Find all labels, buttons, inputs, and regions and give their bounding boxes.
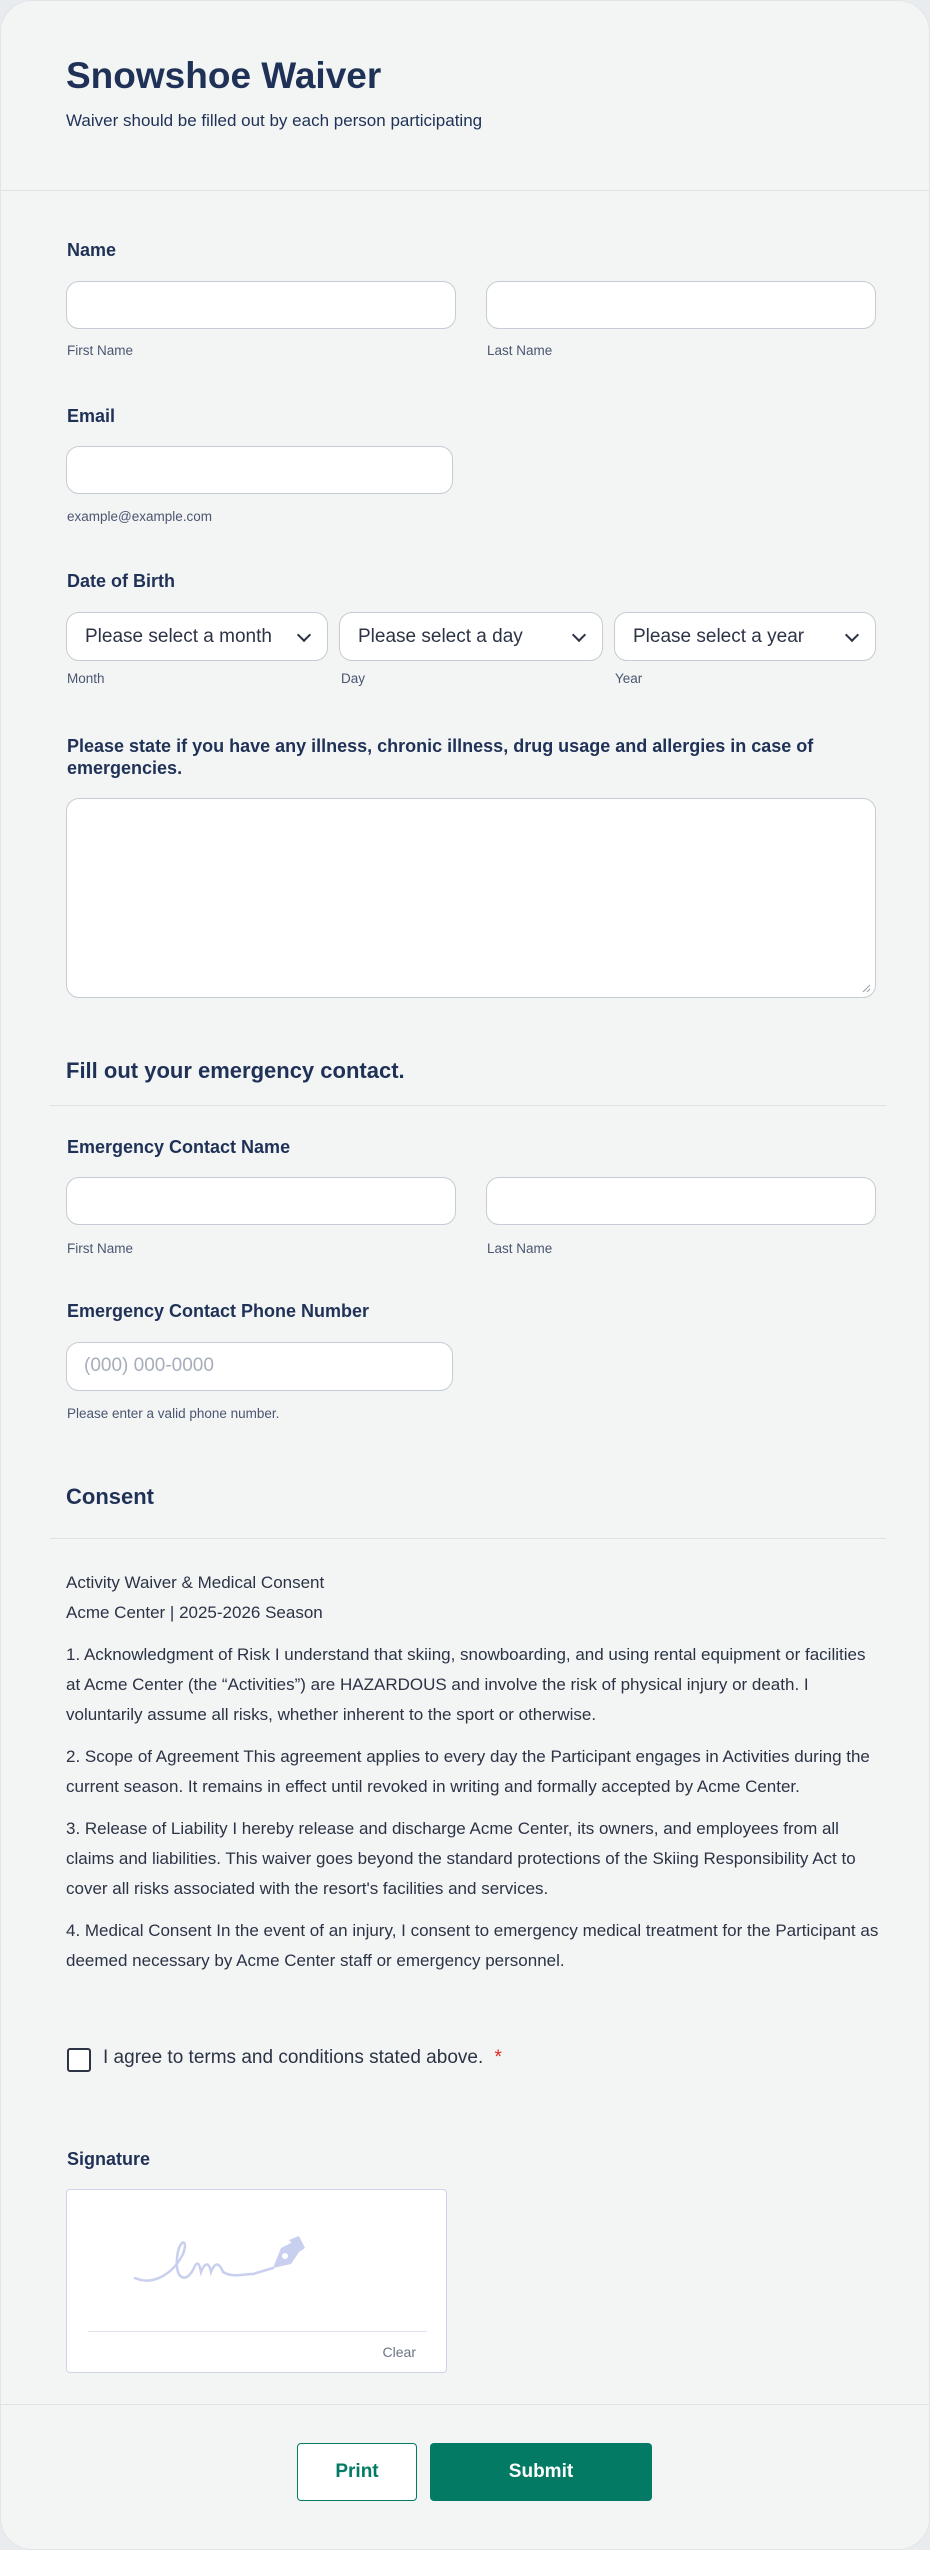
name-label: Name [67,240,117,260]
consent-paragraph: 1. Acknowledgment of Risk I understand that skiing, snowboarding, and using rental equipment or facilities at Acme Center (the “Activities”) are HAZARDOUS and involve the risk of physical injury or death. I voluntarily assume all risks, whether inherent to the sport or otherwise. [66,1645,866,1724]
submit-button[interactable]: Submit [430,2443,652,2501]
agree-label[interactable] [103,2047,502,2069]
email-input[interactable] [66,446,453,494]
phone-sublabel: Please enter a valid phone number. [67,1406,280,1421]
emergency-last-sublabel: Last Name [487,1241,553,1256]
day-sublabel: Day [341,671,366,686]
consent-paragraph: 2. Scope of Agreement This agreement applies to every day the Participant engages in Activities during the current season. It remains in effect until revoked in writing and formally accepted by Acme Center. [66,1747,870,1796]
emergency-heading: Fill out your emergency contact. [66,1058,405,1083]
email-label: Email [67,406,116,426]
consent-paragraph: 4. Medical Consent In the event of an injury, I consent to emergency medical treatment for the Participant as deemed necessary by Acme Center staff or emergency personnel. [66,1921,879,1970]
form-subtitle: Waiver should be filled out by each person participating [66,111,483,130]
first-name-input[interactable] [66,281,456,329]
last-name-input[interactable] [486,281,876,329]
month-select[interactable] [66,612,328,661]
year-select[interactable] [614,612,876,661]
illness-label-line: emergencies. [67,758,183,778]
day-select-value: Please select a day [358,625,523,647]
resize-handle-icon[interactable] [862,984,871,993]
illness-label [67,735,813,779]
emergency-last-name-input[interactable] [486,1177,876,1225]
agree-label-text: I agree to terms and conditions stated above. [103,2047,484,2068]
consent-heading: Consent [66,1484,154,1509]
form-title: Snowshoe Waiver [66,55,382,96]
email-sublabel: example@example.com [67,509,213,524]
dob-label: Date of Birth [67,571,175,591]
emergency-first-sublabel: First Name [67,1241,134,1256]
consent-title: Activity Waiver & Medical Consent [66,1573,325,1592]
illness-label-line: Please state if you have any illness, chronic illness, drug usage and allergies in case of [67,736,814,756]
signature-pen-icon [133,2234,323,2294]
year-select-value: Please select a year [633,625,805,647]
illness-textarea[interactable] [66,798,876,998]
emergency-phone-label: Emergency Contact Phone Number [67,1301,370,1321]
required-mark: * [494,2047,502,2068]
chevron-down-icon [572,627,586,641]
consent-season: Acme Center | 2025-2026 Season [66,1603,323,1622]
first-name-sublabel: First Name [67,343,134,358]
chevron-down-icon [297,627,311,641]
signature-pad[interactable] [66,2189,447,2373]
clear-signature-button[interactable]: Clear [382,2344,416,2360]
consent-paragraph: 3. Release of Liability I hereby release and discharge Acme Center, its owners, and employees from all claims and liabilities. This waiver goes beyond the standard protections of the Skiing Responsibility Act to cover all risks associated with the resort's facilities and services. [66,1819,856,1898]
signature-baseline [88,2331,427,2332]
day-select[interactable] [339,612,603,661]
signature-label: Signature [67,2149,151,2169]
phone-placeholder: (000) 000-0000 [84,1355,214,1376]
year-sublabel: Year [615,671,643,686]
print-button[interactable]: Print [297,2443,417,2501]
month-sublabel: Month [67,671,105,686]
section-divider [50,1538,886,1539]
emergency-name-label: Emergency Contact Name [67,1137,291,1157]
footer-divider [1,2404,929,2405]
section-divider [50,1105,886,1106]
agree-checkbox[interactable] [67,2048,91,2072]
header-divider [1,190,929,191]
emergency-phone-input[interactable] [66,1342,453,1391]
last-name-sublabel: Last Name [487,343,553,358]
consent-text [66,1568,881,1988]
month-select-value: Please select a month [85,625,272,647]
chevron-down-icon [845,627,859,641]
emergency-first-name-input[interactable] [66,1177,456,1225]
